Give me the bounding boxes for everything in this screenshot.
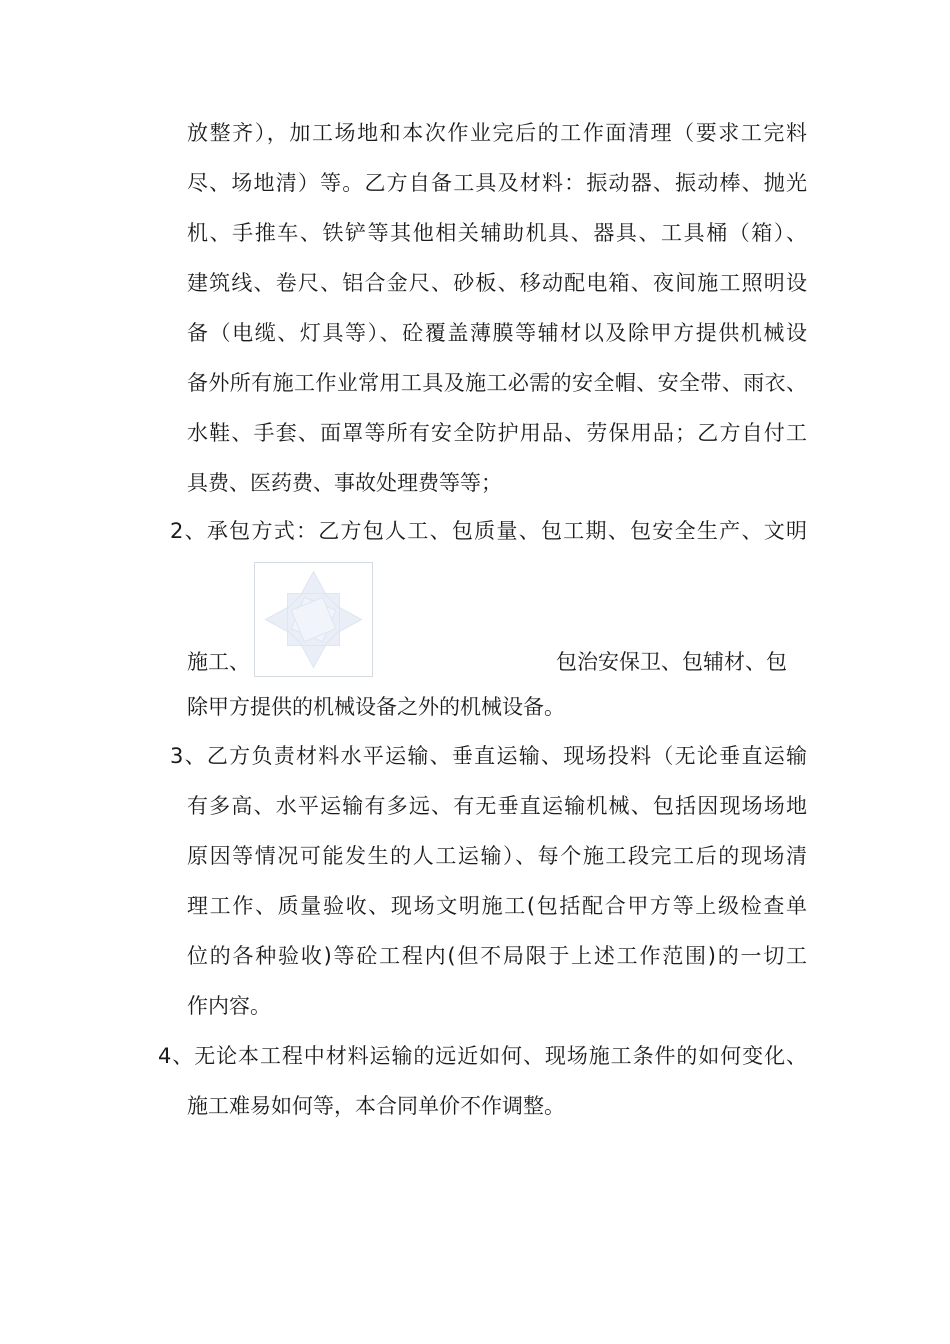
text-line: 施工难易如何等，本合同单价不作调整。 <box>187 1094 565 1118</box>
text-line: 原因等情况可能发生的人工运输）、每个施工段完工后的现场清 <box>187 844 807 868</box>
text-line: 放整齐），加工场地和本次作业完后的工作面清理（要求工完料 <box>187 121 807 145</box>
text-line: 水鞋、手套、面罩等所有安全防护用品、劳保用品；乙方自付工 <box>187 421 807 445</box>
item-2-text-left: 施工、 <box>187 650 250 674</box>
text-line: 尽、场地清）等。乙方自备工具及材料：振动器、振动棒、抛光 <box>187 171 807 195</box>
item-3-heading-line: 3、乙方负责材料水平运输、垂直运输、现场投料（无论垂直运输 <box>170 744 807 768</box>
text-line: 建筑线、卷尺、铝合金尺、砂板、移动配电箱、夜间施工照明设 <box>187 271 807 295</box>
text-line: 备（电缆、灯具等）、砼覆盖薄膜等辅材以及除甲方提供机械设 <box>187 321 807 345</box>
text-line: 机、手推车、铁铲等其他相关辅助机具、器具、工具桶（箱）、 <box>187 221 807 245</box>
watermark-logo-image <box>254 562 373 677</box>
item-4-heading-line: 4、无论本工程中材料运输的远近如何、现场施工条件的如何变化、 <box>158 1044 807 1068</box>
text-line: 有多高、水平运输有多远、有无垂直运输机械、包括因现场场地 <box>187 794 807 818</box>
text-line: 理工作、质量验收、现场文明施工(包括配合甲方等上级检查单 <box>187 894 807 918</box>
text-line: 备外所有施工作业常用工具及施工必需的安全帽、安全带、雨衣、 <box>187 371 807 395</box>
text-line: 位的各种验收)等砼工程内(但不局限于上述工作范围)的一切工 <box>187 944 807 968</box>
item-2-text-line: 除甲方提供的机械设备之外的机械设备。 <box>187 695 565 719</box>
flower-logo-icon <box>255 563 372 676</box>
item-2-heading-line: 2、承包方式：乙方包人工、包质量、包工期、包安全生产、文明 <box>170 519 807 543</box>
item-2-text-right: 包治安保卫、包辅材、包 <box>556 650 787 674</box>
text-line: 作内容。 <box>187 994 271 1018</box>
text-line: 具费、医药费、事故处理费等等； <box>187 471 502 495</box>
